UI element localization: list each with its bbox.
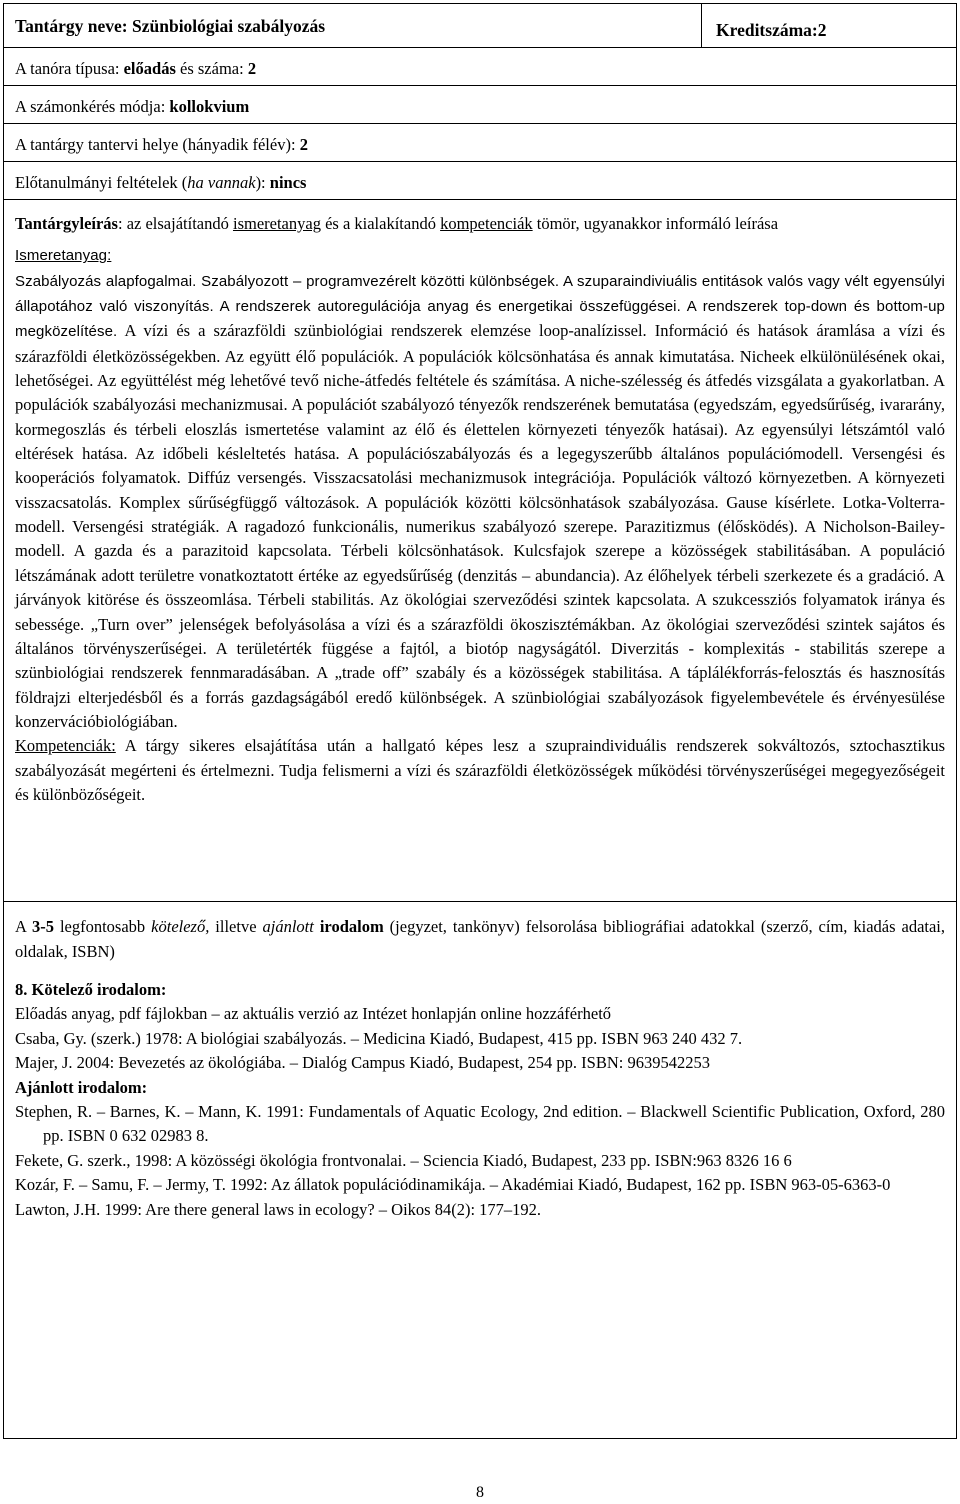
lit-count: 3-5 <box>31 917 54 936</box>
recommended-item: Kozár, F. – Samu, F. – Jermy, T. 1992: Az állatok populációdinamikája. – Akadémiai Kiadó, Budapest, 162 pp. ISBN 963-05-6363-0 <box>15 1175 891 1194</box>
required-heading: 8. Kötelező irodalom: <box>15 980 167 999</box>
class-type-label: A tanóra típusa: <box>15 59 124 78</box>
page-number: 8 <box>476 1484 484 1501</box>
prerequisite-row <box>4 162 956 200</box>
recommended-item: Fekete, G. szerk., 1998: A közösségi ökológia frontvonalai. – Sciencia Kiadó, Budapest, 233 pp. ISBN:963 8326 16 6 <box>15 1150 792 1170</box>
class-count-value: 2 <box>247 59 257 78</box>
knowledge-label: Ismeretanyag: <box>15 247 112 265</box>
required-item: Majer, J. 2004: Bevezetés az ökológiába. – Dialóg Campus Kiadó, Budapest, 254 pp. ISBN: 9639542253 <box>15 1053 710 1072</box>
knowledge-body <box>15 269 945 735</box>
credit-value: 2 <box>817 20 827 40</box>
intro-text: tömör, ugyanakkor informáló leírása <box>532 214 779 233</box>
recommended-item: Stephen, R. – Barnes, K. – Mann, K. 1991: Fundamentals of Aquatic Ecology, 2nd edition. – Blackwell Scientific Publication, Oxford, 280 pp. ISBN 0 632 02983 8. <box>15 1101 945 1145</box>
semester-row <box>4 124 956 162</box>
lit-text: (jegyzet, tankönyv) felsorolása bibliográfiai adatokkal (szerző, cím, kiadás adatai, oldalak, ISBN) <box>15 917 946 961</box>
prereq-label-italic: ha vannak <box>187 173 256 192</box>
description-heading: Tantárgyleírás <box>15 214 118 233</box>
lit-recommended-term: ajánlott <box>262 917 314 936</box>
lit-text: A <box>15 917 32 936</box>
exam-label: A számonkérés módja: <box>15 97 170 116</box>
recommended-item: Lawton, J.H. 1999: Are there general laws in ecology? – Oikos 84(2): 177–192. <box>15 1199 542 1219</box>
semester-label: A tantárgy tantervi helye (hányadik félév): <box>15 135 300 154</box>
lit-text: legfontosabb <box>53 917 152 936</box>
class-count-label: és száma: <box>175 59 248 78</box>
subject-label: Tantárgy neve: <box>15 16 132 36</box>
lit-text: illetve <box>209 917 263 936</box>
competence-term: kompetenciák <box>440 214 533 233</box>
class-type-value: előadás <box>123 59 176 78</box>
description-section <box>4 200 956 902</box>
intro-text: és a kialakítandó <box>320 214 441 233</box>
competence-label: Kompetenciák: <box>15 736 116 756</box>
literature-section <box>4 902 956 1228</box>
required-item: Csaba, Gy. (szerk.) 1978: A biológiai szabályozás. – Medicina Kiadó, Budapest, 415 pp. ISBN 963 240 432 7. <box>15 1028 743 1048</box>
competence-body <box>15 734 945 807</box>
class-type-row <box>4 48 956 86</box>
recommended-heading: Ajánlott irodalom: <box>15 1077 148 1097</box>
course-sheet <box>3 3 957 1439</box>
semester-value: 2 <box>299 135 308 154</box>
prereq-label-end: ): <box>255 173 270 192</box>
literature-intro <box>15 914 945 964</box>
prereq-value: nincs <box>269 173 307 192</box>
prereq-label: Előtanulmányi feltételek ( <box>15 173 188 192</box>
lit-required-term: kötelező, <box>151 917 210 936</box>
title-row <box>4 4 956 48</box>
subject-name: Szünbiológiai szabályozás <box>132 16 326 36</box>
subject-title <box>15 16 325 37</box>
knowledge-text: A vízi és a szárazföldi szünbiológiai rendszerek elemzése loop-analízissel. Információ és hatások áramlása a vízi és szárazföldi életközösségekben. Az együtt élő populációk. A populációk kölcsönhatása és annak kimutatása. Nicheek elkülönülésének okai, lehetőségei. Az együttélést még lehetővé tevő niche-átfedés feltétele és számítása. A niche-szélesség és átfedés vizsgálata a gyakorlatban. A populációk szabályozási mechanizmusai. A populációt szabályozó tényezők rendszerének bemutatása (egyedszám, egyedsűrűség, ivararány, kormegoszlás és térbeli eloszlás ismertetése valamint az élő és élettelen környezeti tényezők hatásai). Az egyensúlyi létszámtól való eltérések hatása. Az időbeli késleltetés hatása. A populációszabályozás és a legegyszerűbb általános populációmodell. Versengési és kooperációs folyamatok. Diffúz versengés. Visszacsatolási mechanizmusok integrációja. Populációk változó környezetben. A környezeti visszacsatolás. Komplex sűrűségfüggő változások. A populációk közötti kölcsönhatások szabályozása. Gause kísérlete. Lotka-Volterra-modell. Versengési stratégiák. A ragadozó funkcionális, numerikus szabályozó szerepe. Parazitizmus (élősködés). A Nicholson-Bailey-modell. A gazda és a parazitoid kapcsolata. Térbeli kölcsönhatások. Kulcsfajok szerepe a közösségek stabilitásában. A populáció létszámának adott területre vonatkoztatott értéke az egyedsűrűség (denzitás – abundancia). Az élőhelyek térbeli szerkezete és a gradáció. A járványok kitörése és összeomlása. Térbeli stabilitás. Az ökológiai szerveződési szintek kapcsolata. A szukcessziós folyamatok iránya és sebessége. „Turn over” jelenségek befolyásolása a vízi és a szárazföldi ökoszisztémákban. Az ökológiai szerveződési szintek sajátos és általános törvényszerűségei. A területérték függése a fajtól, a biotóp nagyságától. Diverzitás - komplexitás - stabilitás szerepe a szünbiológiai rendszerek fennmaradásában. A „trade off” szabály és a közösségek stabilitása. A táplálékforrás-felosztás és hasznosítás földrajzi elterjedésből és a forrás gazdagságából eredő különbségek. A szünbiológiai szabályozások figyelembevétele és érvényesülése konzervációbiológiában. <box>15 321 945 731</box>
competence-text: A tárgy sikeres elsajátítása után a hallgató képes lesz a szupraindividuális rendszerek sokváltozós, sztochasztikus szabályozását megérteni és értelmezni. Tudja felismerni a vízi és szárazföldi életközösségek működési törvényszerűségei megegyezőségeit és különbözőségeit. <box>15 736 945 804</box>
credit-label: Kreditszáma: <box>716 20 818 40</box>
required-item: Előadás anyag, pdf fájlokban – az aktuális verzió az Intézet honlapján online hozzáférhető <box>15 1004 612 1023</box>
credit-cell <box>701 4 957 47</box>
description-intro <box>15 212 945 236</box>
exam-row <box>4 86 956 124</box>
intro-text: : az elsajátítandó <box>117 214 233 233</box>
knowledge-term: ismeretanyag <box>232 214 321 233</box>
lit-literature-term: irodalom <box>319 917 384 936</box>
knowledge-text-sans: Szabályozás alapfogalmai. Szabályozott – programvezérelt közötti különbségek. A szuparaindiviuális entitások valós vagy vélt egyensúlyi állapotához való viszonyítás. A rendszerek autoregulációja anyag és energetikai összefüggései. A rendszerek top-down és bottom-up megközelítése. <box>15 272 945 341</box>
exam-value: kollokvium <box>169 97 250 116</box>
